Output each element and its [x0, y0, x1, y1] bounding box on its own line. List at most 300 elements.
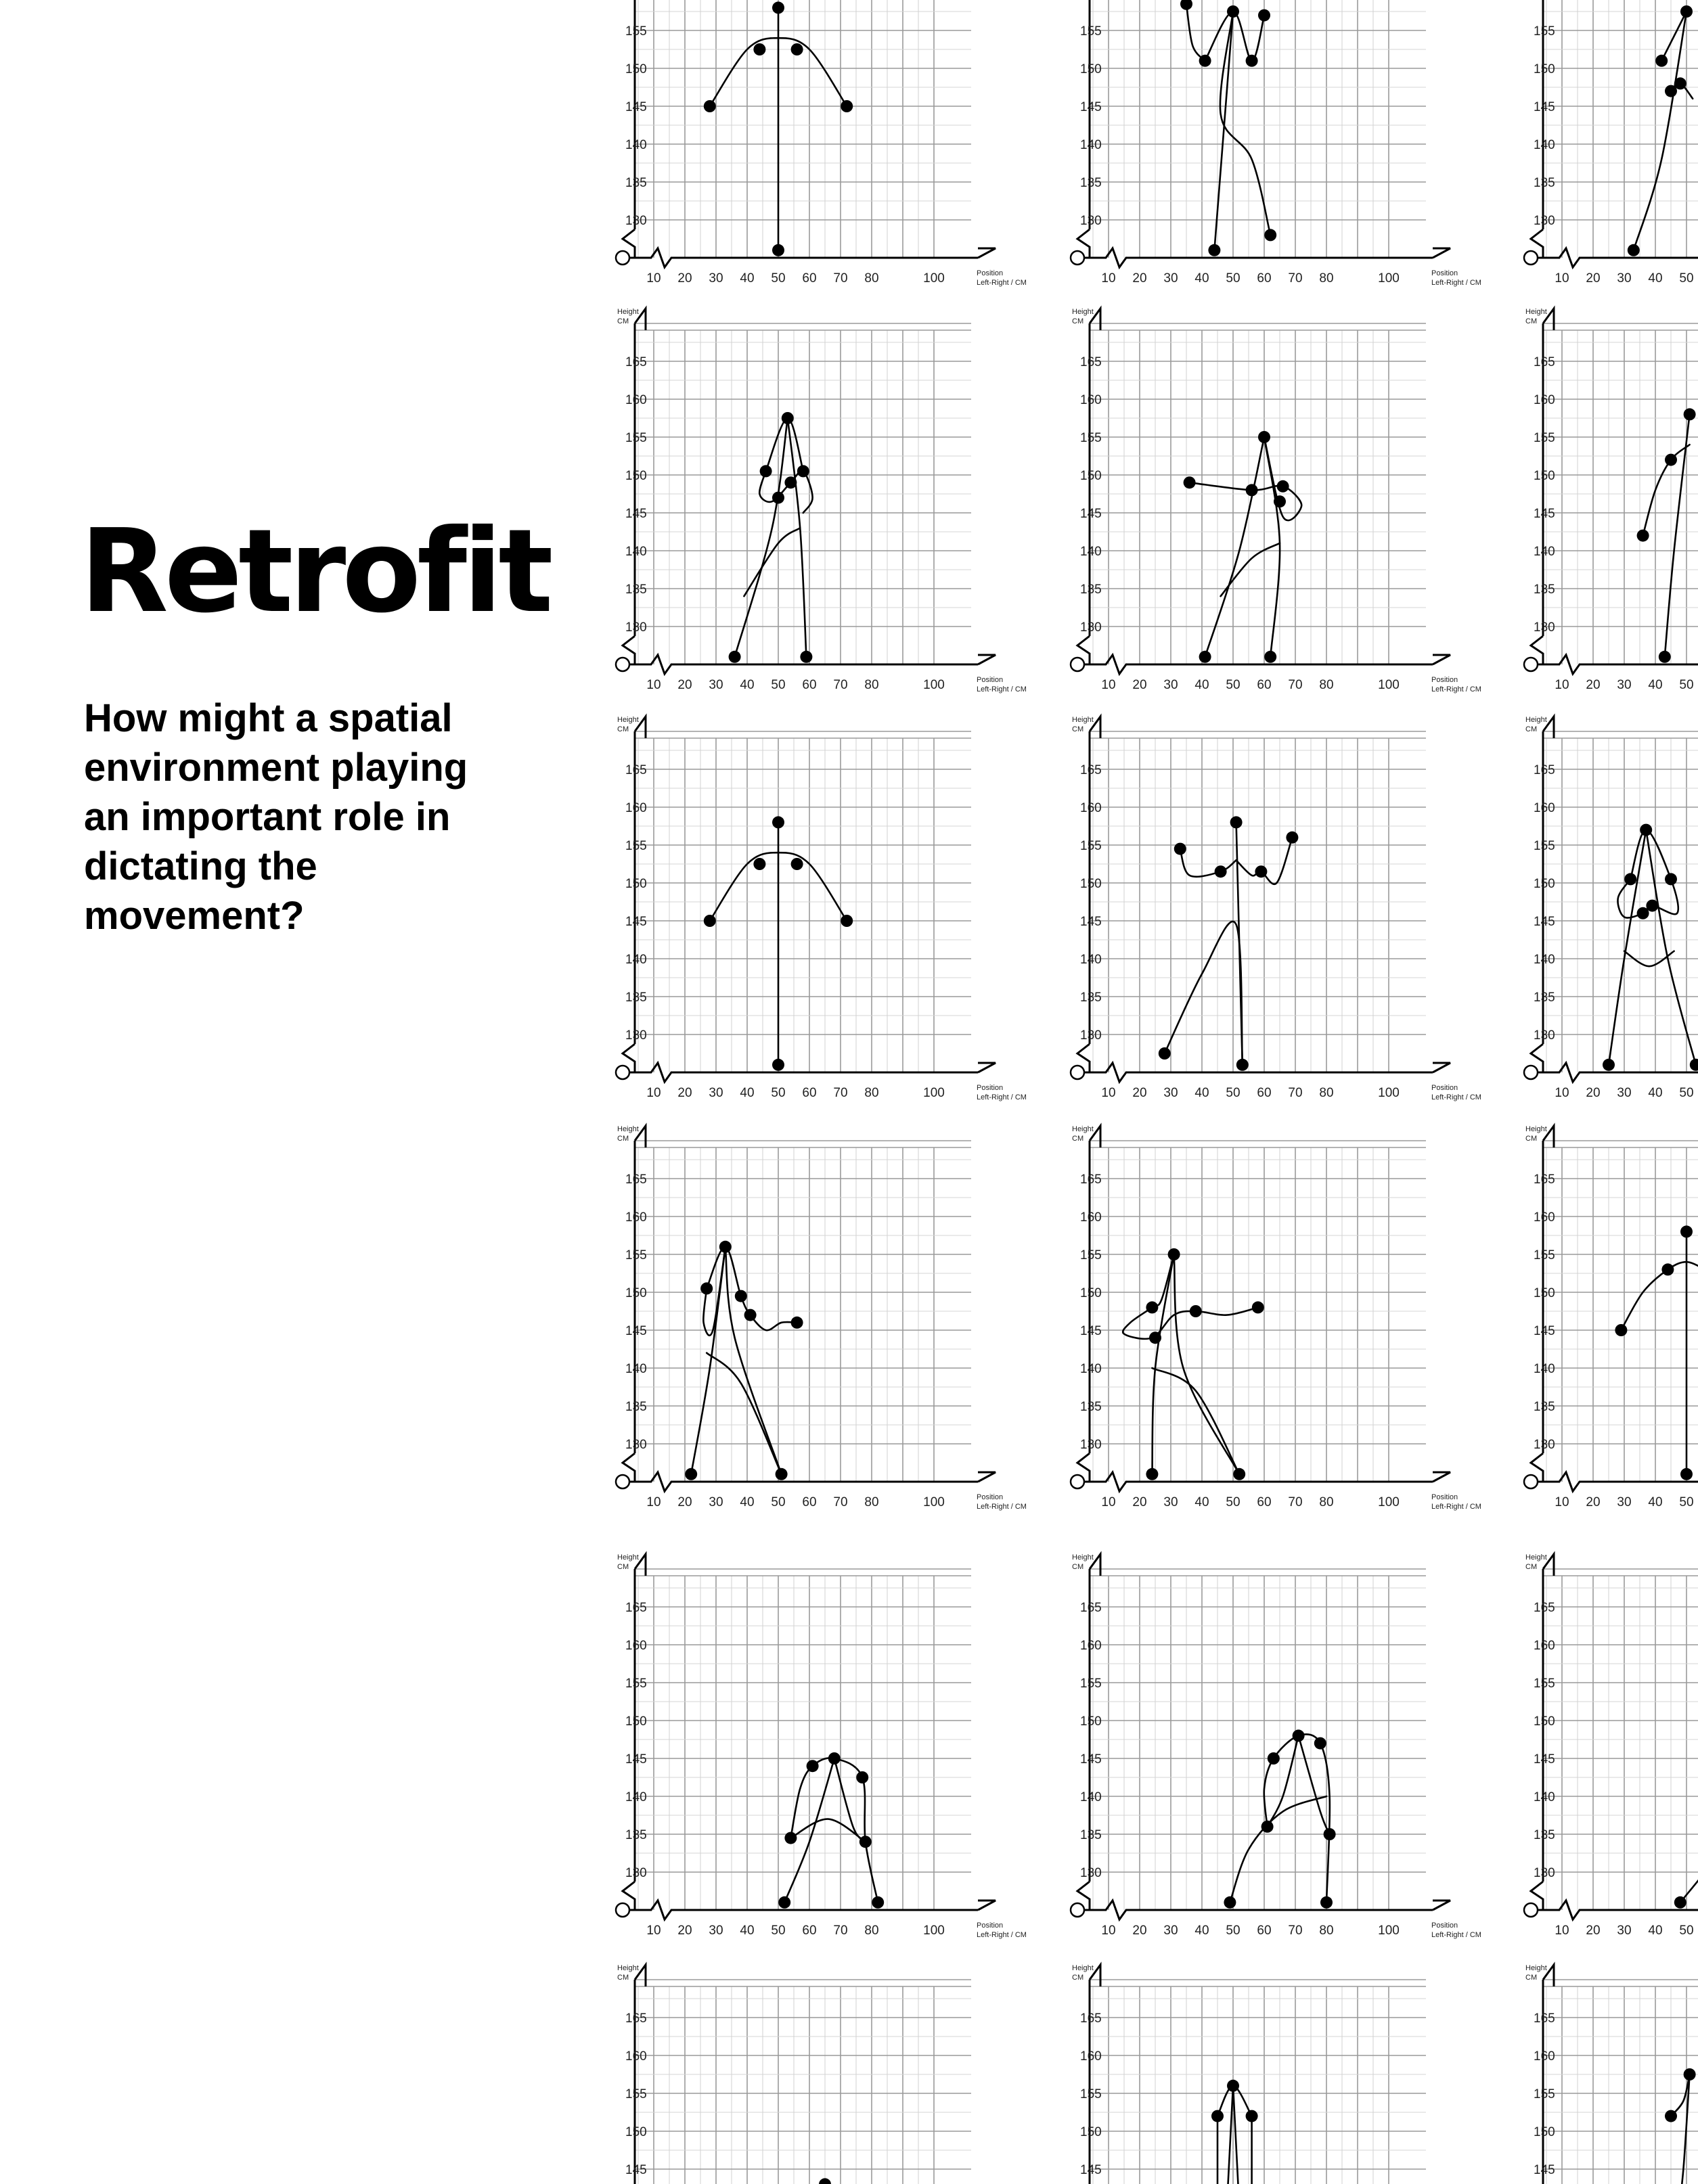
x-axis-arrow: [1433, 248, 1450, 258]
y-tick-label: 150: [1534, 1286, 1555, 1300]
y-tick-label: 165: [625, 1173, 647, 1187]
x-tick-label: 20: [677, 1086, 692, 1100]
x-tick-label: 20: [1586, 1086, 1601, 1100]
pose-joint-point: [791, 43, 803, 55]
x-tick-label: 10: [1555, 1924, 1569, 1938]
y-axis-unit-label: CM: [617, 725, 629, 733]
y-tick-label: 145: [1534, 2163, 1555, 2177]
pose-joint-point: [772, 492, 784, 504]
x-tick-label: 80: [1319, 1086, 1334, 1100]
y-tick-label: 140: [1534, 953, 1555, 967]
pose-limb-line: [1609, 830, 1646, 1065]
x-axis-label: Position: [1431, 269, 1458, 277]
x-tick-label: 40: [740, 1086, 755, 1100]
x-tick-label: 30: [1617, 1924, 1632, 1938]
y-tick-label: 135: [1080, 176, 1102, 190]
pose-joint-point: [1680, 1468, 1693, 1480]
y-tick-label: 160: [625, 801, 647, 815]
pose-chart: [616, 1553, 1027, 1939]
chart-axes: [1071, 1554, 1450, 1919]
chart-grid: [1090, 323, 1426, 664]
y-tick-label: 145: [1534, 100, 1555, 114]
y-axis-label: Height: [1072, 308, 1094, 316]
x-tick-label: 40: [740, 678, 755, 692]
y-tick-label: 160: [1080, 393, 1102, 407]
x-tick-label: 40: [1648, 1495, 1663, 1509]
x-tick-label: 100: [1378, 678, 1400, 692]
pose-joint-point: [1324, 1828, 1336, 1840]
y-tick-label: 155: [625, 24, 647, 39]
chart-grid: [635, 731, 971, 1072]
x-tick-label: 40: [1648, 1924, 1663, 1938]
pose-limb-line: [1123, 1254, 1258, 1339]
x-tick-label: 50: [771, 678, 786, 692]
chart-grid: [1090, 1980, 1426, 2184]
pose-joint-point: [807, 1760, 819, 1772]
pose-joint-point: [1159, 1047, 1171, 1060]
y-tick-label: 155: [1080, 1248, 1102, 1262]
y-tick-label: 160: [1080, 2049, 1102, 2064]
x-tick-label: 10: [646, 1086, 661, 1100]
pose-joint-point: [1277, 480, 1289, 493]
y-tick-label: 160: [625, 393, 647, 407]
pose-joint-point: [819, 2178, 831, 2184]
y-tick-label: 150: [1534, 1714, 1555, 1729]
y-axis-label: Height: [617, 1125, 639, 1133]
pose-joint-point: [772, 816, 784, 828]
x-tick-label: 30: [1617, 271, 1632, 286]
axis-origin-marker: [1524, 1475, 1538, 1488]
pose-joint-point: [1233, 1468, 1245, 1480]
x-tick-label: 10: [1101, 271, 1116, 286]
chart-grid: [635, 1980, 971, 2184]
y-tick-label: 145: [1080, 1324, 1102, 1338]
y-axis-unit-label: CM: [617, 317, 629, 325]
x-axis-line: [629, 248, 978, 267]
pose-lines: [1643, 414, 1690, 656]
pose-chart: [616, 1964, 1027, 2184]
y-tick-label: 135: [625, 1828, 647, 1842]
pose-joint-point: [1628, 244, 1640, 256]
pose-joint-point: [772, 1, 784, 14]
x-axis-label: Position: [1431, 1084, 1458, 1092]
pose-chart: [1524, 0, 1698, 287]
pose-joint-point: [1680, 1225, 1693, 1237]
pose-joint-point: [1680, 5, 1693, 18]
y-axis-unit-label: CM: [1525, 1563, 1538, 1571]
y-tick-label: 145: [1534, 1324, 1555, 1338]
x-axis-arrow: [978, 655, 996, 664]
y-tick-label: 160: [625, 2049, 647, 2064]
x-tick-label: 50: [771, 1924, 786, 1938]
x-axis-line: [629, 1063, 978, 1082]
x-axis-label: Position: [977, 676, 1004, 684]
x-tick-label: 20: [1586, 271, 1601, 286]
pose-joint-point: [1211, 2110, 1224, 2122]
pose-joint-point: [856, 1771, 868, 1783]
pose-joint-point: [784, 1832, 797, 1844]
y-axis-label: Height: [1525, 716, 1547, 724]
pose-lines: [1186, 4, 1270, 250]
x-axis-arrow: [1433, 1063, 1450, 1072]
y-tick-label: [625, 0, 647, 1]
pose-joint-point: [1293, 1729, 1305, 1742]
chart-grid: [635, 1141, 971, 1482]
y-tick-label: 145: [625, 915, 647, 929]
y-tick-label: 160: [1534, 1210, 1555, 1225]
x-tick-label: 80: [1319, 1495, 1334, 1509]
x-tick-label: 80: [864, 1495, 879, 1509]
y-tick-label: 130: [1080, 1438, 1102, 1452]
pose-limb-line: [1152, 1368, 1239, 1474]
y-tick-label: 150: [625, 1714, 647, 1729]
x-tick-label: 30: [1163, 1495, 1178, 1509]
x-tick-label: 40: [1648, 678, 1663, 692]
chart-grid: [1090, 1569, 1426, 1910]
y-axis-label: Height: [1072, 1125, 1094, 1133]
y-tick-label: 150: [625, 1286, 647, 1300]
pose-joint-point: [778, 1896, 790, 1909]
y-tick-label: 165: [1080, 1173, 1102, 1187]
x-tick-label: 30: [1163, 1924, 1178, 1938]
y-tick-label: 130: [625, 1028, 647, 1043]
x-axis-label: Position: [1431, 1493, 1458, 1501]
pose-joint-point: [1215, 865, 1227, 878]
y-tick-label: 145: [625, 1324, 647, 1338]
pose-joint-point: [1149, 1332, 1161, 1344]
pose-joint-point: [1665, 454, 1677, 466]
chart-axes: [616, 1554, 996, 1919]
x-tick-label: 50: [1679, 678, 1694, 692]
y-tick-label: 155: [625, 431, 647, 445]
pose-joint-point: [1286, 832, 1298, 844]
y-tick-label: 150: [1534, 62, 1555, 76]
x-tick-label: 80: [864, 678, 879, 692]
y-axis-unit-label: CM: [617, 1974, 629, 1982]
y-tick-label: 130: [625, 1866, 647, 1880]
chart-axes: [616, 309, 996, 674]
x-axis-arrow: [1433, 1472, 1450, 1482]
x-tick-label: 60: [802, 1924, 817, 1938]
x-tick-label: 40: [1194, 1086, 1209, 1100]
x-tick-label: 70: [833, 678, 848, 692]
pose-chart: [1524, 1125, 1698, 1511]
chart-grid: [1543, 1141, 1698, 1482]
y-tick-label: 140: [1534, 1790, 1555, 1804]
y-tick-label: 130: [625, 1438, 647, 1452]
pose-chart: [1524, 1553, 1698, 1939]
y-tick-label: 160: [1534, 1639, 1555, 1653]
x-tick-label: 70: [1288, 1495, 1303, 1509]
y-axis-label: Height: [1072, 1964, 1094, 1972]
chart-axes: [1071, 0, 1450, 267]
x-axis-arrow: [978, 1472, 996, 1482]
x-axis-unit-label: Left-Right / CM: [1431, 685, 1481, 693]
y-tick-label: 135: [625, 176, 647, 190]
y-tick-label: 135: [625, 1400, 647, 1414]
y-tick-label: 150: [1534, 877, 1555, 891]
pose-joint-point: [1661, 1263, 1674, 1275]
y-axis-unit-label: CM: [1072, 317, 1084, 325]
y-tick-label: 135: [1080, 991, 1102, 1005]
pose-joint-point: [704, 100, 716, 112]
x-tick-label: 20: [1132, 1086, 1147, 1100]
y-axis-unit-label: CM: [617, 1135, 629, 1143]
pose-joint-point: [772, 1059, 784, 1071]
y-tick-label: 145: [1534, 915, 1555, 929]
y-tick-label: 165: [1534, 355, 1555, 369]
pose-limb-line: [1205, 12, 1264, 61]
y-axis-label: Height: [1525, 308, 1547, 316]
pose-joint-point: [841, 100, 853, 112]
y-axis-label: Height: [1525, 1553, 1547, 1562]
pose-joint-point: [1208, 244, 1220, 256]
pose-joint-point: [700, 1282, 713, 1294]
pose-joint-point: [729, 651, 741, 663]
chart-axes: [616, 716, 996, 1082]
x-tick-label: 20: [1132, 271, 1147, 286]
pose-joint-point: [735, 1290, 747, 1302]
y-axis-unit-label: CM: [1072, 1563, 1084, 1571]
y-axis-label: Height: [617, 716, 639, 724]
x-tick-label: 10: [1555, 678, 1569, 692]
pose-joint-point: [772, 244, 784, 256]
x-tick-label: 50: [1226, 1086, 1241, 1100]
pose-joint-point: [1674, 1896, 1686, 1909]
x-axis-line: [629, 1472, 978, 1491]
pose-limb-line: [1677, 2074, 1689, 2184]
pose-joint-point: [1246, 484, 1258, 496]
y-tick-label: 165: [625, 2011, 647, 2026]
x-axis-label: Position: [977, 269, 1004, 277]
chart-grid: [1543, 0, 1698, 258]
pose-lines: [1123, 1254, 1258, 1474]
pose-joint-point: [1190, 1305, 1202, 1317]
axis-origin-marker: [1071, 251, 1084, 265]
pose-joint-point: [1227, 5, 1239, 18]
x-tick-label: 30: [709, 678, 723, 692]
pose-chart: [1071, 308, 1481, 693]
y-tick-label: 140: [1080, 1362, 1102, 1376]
x-axis-unit-label: Left-Right / CM: [1431, 1931, 1481, 1939]
x-tick-label: 60: [1257, 271, 1272, 286]
x-tick-label: 60: [802, 1495, 817, 1509]
y-tick-label: 140: [1080, 545, 1102, 559]
y-tick-label: 150: [625, 469, 647, 483]
pose-lines: [1621, 1231, 1698, 1474]
x-tick-label: 60: [802, 271, 817, 286]
x-tick-label: 20: [1132, 1924, 1147, 1938]
axis-origin-marker: [616, 1066, 629, 1079]
y-tick-label: 160: [1080, 1210, 1102, 1225]
y-tick-label: 165: [1080, 355, 1102, 369]
y-tick-label: 160: [1080, 801, 1102, 815]
y-tick-label: 130: [1534, 620, 1555, 635]
x-axis-arrow: [1433, 655, 1450, 664]
y-tick-label: 135: [625, 991, 647, 1005]
pose-limb-line: [1190, 437, 1302, 520]
y-tick-label: 150: [1534, 2125, 1555, 2139]
y-tick-label: 150: [1080, 1714, 1102, 1729]
x-tick-label: 30: [1163, 1086, 1178, 1100]
x-tick-label: 100: [1378, 1086, 1400, 1100]
y-tick-label: 135: [1534, 1828, 1555, 1842]
y-tick-label: 140: [1534, 1362, 1555, 1376]
pose-joint-point: [828, 1752, 841, 1765]
pose-joint-point: [841, 915, 853, 927]
pose-limb-line: [1634, 12, 1686, 250]
x-axis-line: [1084, 1063, 1433, 1082]
y-tick-label: 140: [1534, 545, 1555, 559]
pose-joint-point: [1252, 1301, 1264, 1313]
y-axis-unit-label: CM: [1072, 1974, 1084, 1982]
y-tick-label: 145: [625, 100, 647, 114]
x-tick-label: 30: [1617, 1086, 1632, 1100]
x-tick-label: 50: [1226, 1924, 1241, 1938]
pose-joint-point: [1184, 476, 1196, 488]
x-tick-label: 100: [1378, 271, 1400, 286]
y-tick-label: 160: [1534, 801, 1555, 815]
x-tick-label: 100: [923, 1086, 945, 1100]
pose-joint-point: [1665, 873, 1677, 885]
x-tick-label: 50: [1226, 271, 1241, 286]
pose-joint-point: [1684, 2068, 1696, 2080]
pose-limb-line: [1665, 414, 1690, 656]
x-tick-label: 40: [1194, 271, 1209, 286]
x-tick-label: 30: [709, 271, 723, 286]
chart-grid: [1090, 731, 1426, 1072]
pose-chart: [616, 1125, 1027, 1511]
y-tick-label: 140: [1080, 953, 1102, 967]
chart-grid: [1543, 731, 1698, 1072]
pose-limb-line: [1180, 849, 1236, 877]
x-axis-line: [1084, 248, 1433, 267]
x-tick-label: 100: [1378, 1924, 1400, 1938]
x-tick-label: 50: [1226, 678, 1241, 692]
pose-joint-point: [784, 476, 797, 488]
pose-joint-point: [1665, 2110, 1677, 2122]
x-tick-label: 70: [1288, 678, 1303, 692]
pose-chart: [616, 716, 1027, 1101]
pose-joint-point: [1684, 408, 1696, 420]
pose-joint-point: [1146, 1301, 1158, 1313]
x-tick-label: 40: [740, 271, 755, 286]
pose-joint-point: [1236, 1059, 1249, 1071]
y-tick-label: 165: [1080, 763, 1102, 777]
y-tick-label: 155: [1534, 431, 1555, 445]
y-axis-label: Height: [617, 1553, 639, 1562]
y-tick-label: 135: [1534, 583, 1555, 597]
pose-joint-point: [685, 1468, 697, 1480]
x-tick-label: 100: [923, 678, 945, 692]
y-tick-label: 165: [1534, 763, 1555, 777]
y-tick-label: 145: [1080, 915, 1102, 929]
pose-joint-point: [1640, 824, 1652, 836]
y-tick-label: 165: [625, 1601, 647, 1615]
y-tick-label: 150: [1080, 1286, 1102, 1300]
x-tick-label: 40: [1194, 678, 1209, 692]
x-tick-label: 10: [1101, 1924, 1116, 1938]
pose-joint-point: [1264, 229, 1276, 241]
pose-joint-point: [1246, 2110, 1258, 2122]
y-axis-unit-label: CM: [1525, 317, 1538, 325]
pose-joint-point: [1268, 1752, 1280, 1765]
y-tick-label: 135: [1534, 176, 1555, 190]
axis-origin-marker: [1071, 1475, 1084, 1488]
chart-grid: [635, 0, 971, 258]
y-axis-unit-label: CM: [1525, 725, 1538, 733]
y-tick-label: 160: [625, 1210, 647, 1225]
x-tick-label: 70: [833, 1086, 848, 1100]
y-tick-label: 165: [1534, 2011, 1555, 2026]
y-tick-label: 135: [1080, 583, 1102, 597]
chart-grid: [1543, 1980, 1698, 2184]
x-axis-line: [1084, 1472, 1433, 1491]
y-tick-label: 150: [625, 877, 647, 891]
x-tick-label: 30: [1617, 678, 1632, 692]
y-tick-label: 140: [625, 1362, 647, 1376]
pose-joint-point: [782, 412, 794, 424]
x-tick-label: 50: [771, 271, 786, 286]
axis-origin-marker: [1524, 251, 1538, 265]
y-tick-label: 145: [1080, 507, 1102, 521]
pose-joint-point: [1199, 651, 1211, 663]
pose-joint-point: [1180, 0, 1192, 10]
x-tick-label: 30: [709, 1495, 723, 1509]
x-axis-unit-label: Left-Right / CM: [977, 1093, 1027, 1101]
x-tick-label: 70: [833, 1495, 848, 1509]
y-tick-label: 135: [625, 583, 647, 597]
pose-joint-point: [1690, 1059, 1698, 1071]
pose-joint-point: [797, 465, 809, 477]
x-tick-label: 60: [802, 1086, 817, 1100]
x-tick-label: 80: [1319, 678, 1334, 692]
x-tick-label: 70: [1288, 271, 1303, 286]
y-tick-label: 155: [1080, 24, 1102, 39]
pose-joint-point: [791, 858, 803, 870]
x-tick-label: 10: [1555, 1086, 1569, 1100]
x-tick-label: 10: [1101, 678, 1116, 692]
y-tick-label: 165: [1534, 1173, 1555, 1187]
axis-origin-marker: [1071, 1903, 1084, 1917]
pose-limb-line: [744, 528, 800, 596]
pose-lines: [1609, 830, 1696, 1065]
x-tick-label: 60: [802, 678, 817, 692]
x-axis-label: Position: [1431, 676, 1458, 684]
y-axis-label: Height: [1072, 1553, 1094, 1562]
x-axis-line: [629, 1901, 978, 1919]
y-tick-label: 140: [625, 953, 647, 967]
x-axis-label: Position: [1431, 1921, 1458, 1930]
pose-joint-point: [1199, 55, 1211, 67]
x-tick-label: 80: [1319, 271, 1334, 286]
axis-origin-marker: [1524, 1903, 1538, 1917]
pose-joint-point: [1646, 900, 1658, 912]
y-axis-label: Height: [1525, 1125, 1547, 1133]
x-tick-label: 60: [1257, 1495, 1272, 1509]
x-tick-label: 10: [646, 678, 661, 692]
y-tick-label: 165: [625, 355, 647, 369]
x-tick-label: 10: [1101, 1495, 1116, 1509]
y-tick-label: 145: [625, 507, 647, 521]
y-tick-label: 130: [1080, 620, 1102, 635]
x-tick-label: 60: [1257, 1924, 1272, 1938]
x-axis-line: [1084, 1901, 1433, 1919]
x-tick-label: 50: [1226, 1495, 1241, 1509]
pose-chart: [616, 308, 1027, 693]
x-tick-label: 100: [923, 1924, 945, 1938]
pose-joint-point: [1314, 1737, 1326, 1750]
